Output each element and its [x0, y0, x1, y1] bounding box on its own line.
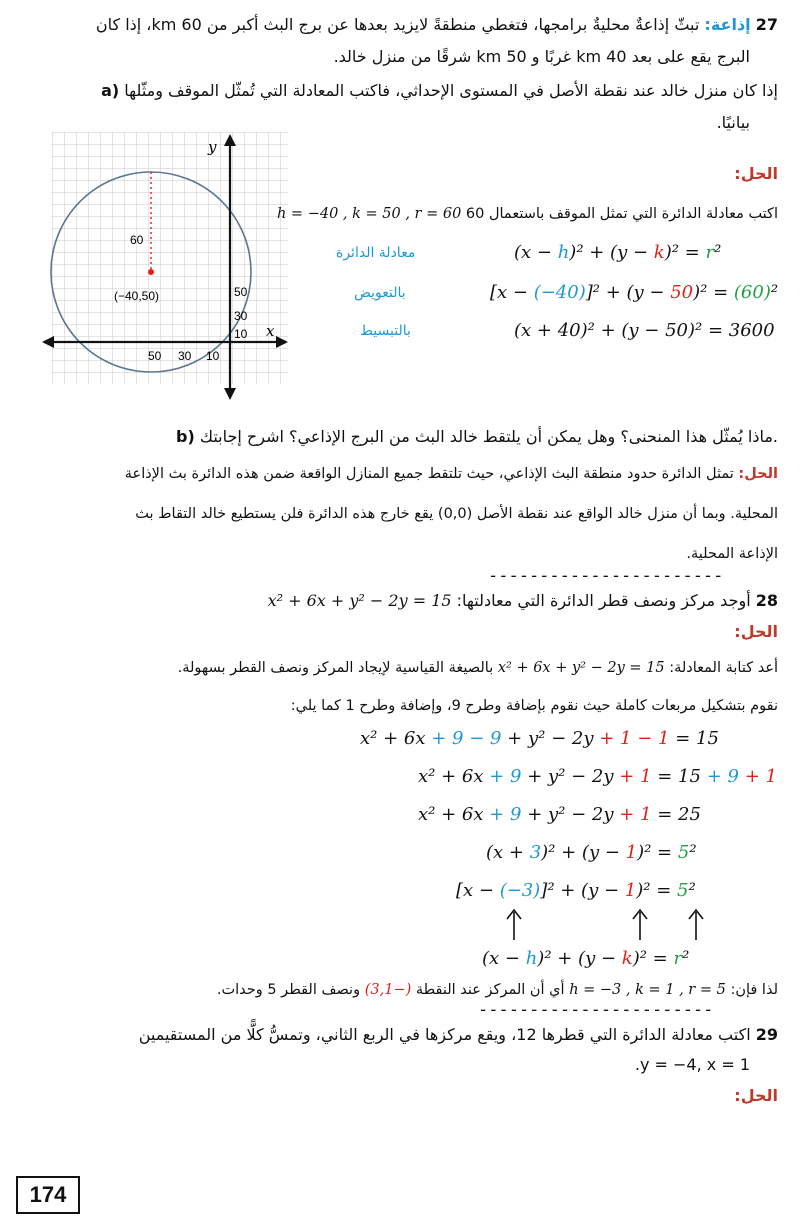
q28-intro-text-a: أعد كتابة المعادلة:: [669, 660, 778, 676]
q27b-text: ماذا يُمثّل هذا المنحنى؟ وهل يمكن أن يلتقط خالد البث من البرج الإذاعي؟ اشرح إجابتك.: [199, 427, 778, 446]
q29-text-line1: اكتب معادلة الدائرة التي قطرها 12، ويقع مركزها في الربع الثاني، وتمسُّ كلًّا من المستقيمين: [138, 1025, 751, 1044]
q28-conclusion-text-b: أي أن المركز عند النقطة: [415, 982, 565, 998]
q27b-solution-line2: المحلية. وبما أن منزل خالد الواقع عند نقطة الأصل (0,0) يقع خارج هذه الدائرة فلن يستطيع خالد التقاط بث: [135, 506, 778, 522]
y-axis-label: y: [208, 138, 217, 156]
q27a-solution-label: الحل:: [734, 164, 778, 183]
q27a-label: a): [101, 81, 120, 100]
x-tick-30: 30: [178, 349, 192, 363]
q28-conclusion-center: (−3,1): [364, 982, 412, 998]
q27a-statement: [18, 80, 778, 102]
q29-number: 29: [755, 1025, 778, 1044]
step3-label: بالتبسيط: [360, 323, 411, 339]
q28-mapping-arrows: [488, 906, 718, 942]
q27b-solution-label: الحل:: [738, 466, 778, 482]
q27b-solution-text1: تمثل الدائرة حدود منطقة البث الإذاعي، حيث تلتقط جميع المنازل الواقعة ضمن هذه الدائرة بث الإذاعة: [124, 466, 734, 482]
q28-conclusion-text-c: ونصف القطر 5 وحدات.: [216, 982, 361, 998]
q28-intro-text-b: بالصيغة القياسية لإيجاد المركز ونصف القطر بسهولة.: [177, 660, 494, 676]
q27-text-line1: تبثّ إذاعةٌ محليةٌ برامجها، فتغطي منطقةً لايزيد بعدها عن برج البث أكبر من 60 km، إذا كان: [95, 15, 700, 34]
q29-statement: [18, 1024, 778, 1046]
q27-text-line2: البرج يقع على بعد 40 km غربًا و 50 km شرقًا من منزل خالد.: [333, 47, 750, 66]
q27a-intro-text: اكتب معادلة الدائرة التي تمثل الموقف باستعمال 60: [465, 206, 778, 222]
center-label: (−40,50): [114, 289, 160, 303]
q28-intro-equation: x² + 6x + y² − 2y = 15: [497, 660, 665, 676]
x-axis-label: x: [266, 322, 275, 340]
q27-statement: [18, 14, 778, 36]
radius-label: 60: [130, 233, 144, 247]
q28-intro-line2: نقوم بتشكيل مربعات كاملة حيث نقوم بإضافة وطرح 9، وإضافة وطرح 1 كما يلي:: [290, 698, 778, 714]
q28-conclusion: [8, 982, 778, 998]
step2-label: بالتعويض: [354, 285, 406, 301]
y-tick-30: 30: [234, 309, 248, 323]
page-number: 174: [16, 1176, 80, 1214]
q27a-text-line1: إذا كان منزل خالد عند نقطة الأصل في المستوى الإحداثي، فاكتب المعادلة التي تُمثّل الموقف ومثّلها: [124, 81, 778, 100]
y-tick-10: 10: [234, 327, 248, 341]
step1-label: معادلة الدائرة: [336, 245, 416, 261]
divider-1: -----------------------: [488, 566, 724, 586]
divider-2: -----------------------: [478, 1000, 714, 1020]
q28-general-form: (x − h)² + (y − k)² = r²: [482, 948, 690, 969]
q28-step5: [x − (−3)]² + (y − 1)² = 5²: [456, 880, 696, 901]
q27-number: 27: [755, 15, 778, 34]
step1-equation: (x − h)² + (y − k)² = r²: [514, 242, 722, 263]
q27a-text-line2: بيانيًا.: [716, 113, 750, 132]
q27b-solution-line3: الإذاعة المحلية.: [686, 546, 778, 562]
q27a-intro-values: h = −40 , k = 50 , r = 60: [276, 206, 462, 222]
q29-solution-label: الحل:: [734, 1086, 778, 1105]
q28-step1: x² + 6x + 9 − 9 + y² − 2y + 1 − 1 = 15: [360, 728, 719, 749]
y-axis-arrow-down: [224, 388, 236, 400]
q28-step4: (x + 3)² + (y − 1)² = 5²: [486, 842, 697, 863]
step2-equation: [x − (−40)]² + (y − 50)² = (60)²: [490, 282, 779, 303]
grid-area: [52, 132, 288, 384]
q28-number: 28: [755, 591, 778, 610]
q27b-statement: [18, 426, 778, 448]
q28-step3: x² + 6x + 9 + y² − 2y + 1 = 25: [418, 804, 701, 825]
x-axis-arrow-left: [42, 336, 54, 348]
q27a-solution-intro: [276, 206, 778, 222]
q28-conclusion-text-a: لذا فإن:: [730, 982, 778, 998]
q28-intro-line1: [8, 660, 778, 676]
step3-equation: (x + 40)² + (y − 50)² = 3600: [514, 320, 775, 341]
q27b-label: b): [176, 427, 195, 446]
q28-statement: [18, 590, 778, 612]
q28-equation: x² + 6x + y² − 2y = 15: [267, 591, 452, 610]
q27b-solution-line1: [18, 466, 778, 482]
center-point: [148, 269, 154, 275]
q28-conclusion-values: h = −3 , k = 1 , r = 5: [569, 982, 726, 998]
y-tick-50: 50: [234, 285, 248, 299]
x-tick-50: 50: [148, 349, 162, 363]
q28-text: أوجد مركز ونصف قطر الدائرة التي معادلتها:: [456, 591, 751, 610]
circle-graph: [40, 132, 290, 402]
x-tick-10: 10: [206, 349, 220, 363]
q29-text-line2: .y = −4, x = 1: [634, 1055, 750, 1074]
q27-tag: إذاعة:: [704, 15, 751, 34]
q28-solution-label: الحل:: [734, 622, 778, 641]
q28-step2: x² + 6x + 9 + y² − 2y + 1 = 15 + 9 + 1: [418, 766, 777, 787]
